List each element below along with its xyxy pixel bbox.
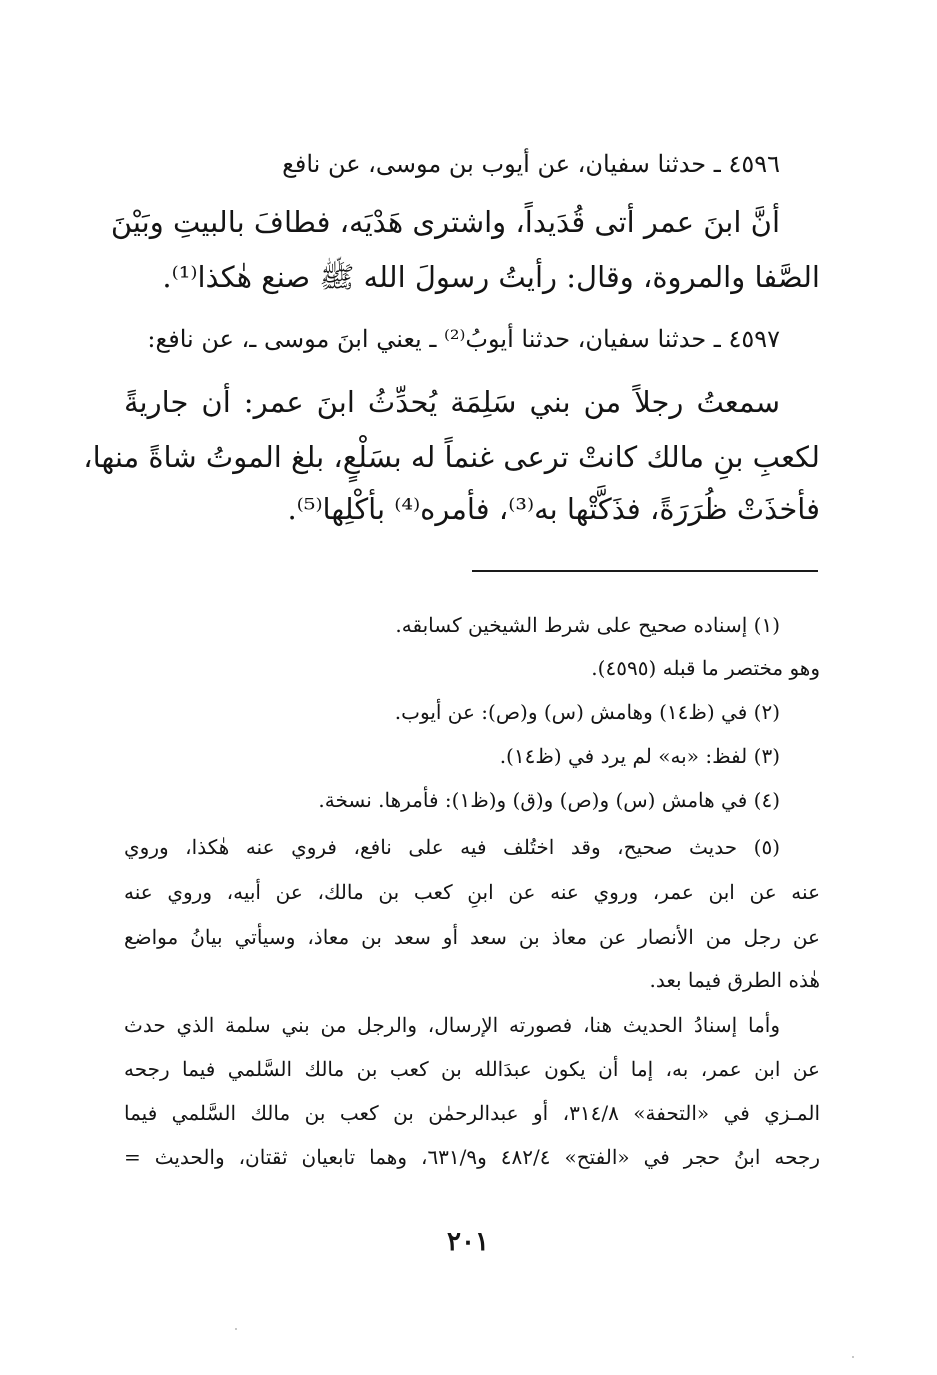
footnote-separator xyxy=(472,570,818,572)
footnote-paragraph-line1: وأما إسنادُ الحديث هنا، فصورته الإرسال، والرجل من بني سلمة الذي حدث xyxy=(124,1013,780,1037)
footnote-5-line2: عنه عن ابن عمر، وروي عنه عن ابنِ كعب بن مالك، عن أبيه، وروي عنه xyxy=(124,880,820,904)
footnote-paragraph-line2: عن ابن عمر، به، إما أن يكون عبدَالله بن كعب بن مالك السَّلمي فيما رجحه xyxy=(124,1057,820,1081)
hadith-4597-matn-line2: لكعبِ بنِ مالك كانتْ ترعى غنماً له بسَلْعٍ، بلغ الموتُ شاةً منها، xyxy=(83,440,820,474)
scan-speck xyxy=(852,1356,854,1358)
hadith-4596-matn-line2: الصَّفا والمروة، وقال: رأيتُ رسولَ الله ﷺ صنع هٰكذا⁽¹⁾. xyxy=(162,260,820,294)
footnote-1-line2: وهو مختصر ما قبله (٤٥٩٥). xyxy=(591,656,820,680)
page-number: ٢٠١ xyxy=(447,1227,489,1257)
hadith-4596-isnad: ٤٥٩٦ ـ حدثنا سفيان، عن أيوب بن موسى، عن نافع xyxy=(282,150,780,178)
footnote-5-line3: عن رجل من الأنصار عن معاذ بن سعد أو سعد بن معاذ، وسيأتي بيانُ مواضع xyxy=(124,925,820,949)
footnote-3: (٣) لفظ: «به» لم يرد في (ظ١٤). xyxy=(499,744,780,768)
footnote-1-line1: (١) إسناده صحيح على شرط الشيخين كسابقه. xyxy=(395,613,780,637)
scan-speck xyxy=(235,1328,237,1330)
footnote-2: (٢) في (ظ١٤) وهامش (س) و(ص): عن أيوب. xyxy=(394,700,780,724)
hadith-4597-isnad: ٤٥٩٧ ـ حدثنا سفيان، حدثنا أيوبُ⁽²⁾ ـ يعني ابنَ موسى ـ، عن نافع: xyxy=(147,325,780,353)
footnote-paragraph-line4: رجحه ابنُ حجر في «الفتح» ٤٨٢/٤ و٦٣١/٩، وهما تابعيان ثقتان، والحديث = xyxy=(124,1145,821,1169)
footnote-4: (٤) في هامش (س) و(ص) و(ق) و(ظ١): فأمرها. نسخة. xyxy=(318,788,780,812)
footnote-5-line4: هٰذه الطرق فيما بعد. xyxy=(649,968,820,992)
footnote-5-line1: (٥) حديث صحيح، وقد اختُلف فيه على نافع، فروي عنه هٰكذا، وروي xyxy=(124,835,780,859)
footnote-paragraph-line3: المـزي في «التحفة» ٣١٤/٨، أو عبدالرحمٰن بن كعب بن مالك السَّلمي فيما xyxy=(124,1101,820,1125)
hadith-4597-matn-line3: فأخذَتْ ظُرَرَةً، فذَكَّتْها به⁽³⁾، فأمره⁽⁴⁾ بأكْلِها⁽⁵⁾. xyxy=(287,492,820,526)
hadith-4597-matn-line1: سمعتُ رجلاً من بني سَلِمَة يُحدِّثُ ابنَ عمر: أن جاريةً xyxy=(124,385,780,419)
hadith-4596-matn-line1: أنَّ ابنَ عمر أتى قُدَيداً، واشترى هَدْيَه، فطافَ بالبيتِ وبَيْنَ xyxy=(110,205,780,239)
